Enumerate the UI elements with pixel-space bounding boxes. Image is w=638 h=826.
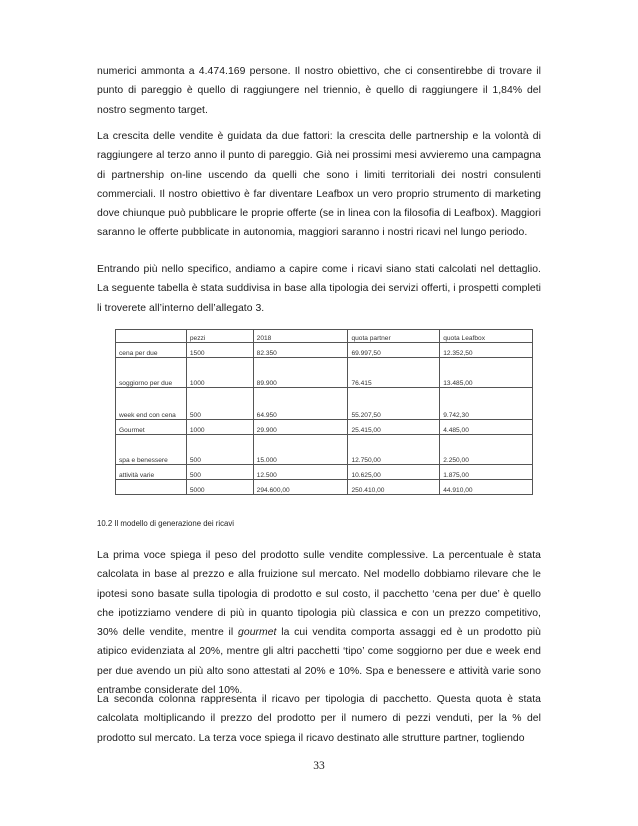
table-cell: 250.410,00 xyxy=(348,480,440,495)
table-row xyxy=(116,358,533,388)
paragraph-revenue-detail: Entrando più nello specifico, andiamo a capire come i ricavi siano stati calcolati nel dettaglio. La seguente tabella è stata suddivisa in base alla tipologia dei servizi offerti, i prospetti completi li troverete all’interno dell’allegato 3. xyxy=(97,264,541,314)
table-cell: 5000 xyxy=(186,480,253,495)
table-cell: soggiorno per due xyxy=(116,358,187,388)
table-cell: 64.950 xyxy=(253,388,348,420)
table-row xyxy=(116,465,533,480)
table-cell: Gourmet xyxy=(116,420,187,435)
table-cell: 1000 xyxy=(186,420,253,435)
table-cell: 82.350 xyxy=(253,343,348,358)
table-cell: 29.900 xyxy=(253,420,348,435)
table-header-cell: quota Leafbox xyxy=(440,330,533,343)
table-cell: 500 xyxy=(186,388,253,420)
table-cell xyxy=(116,480,187,495)
table-cell: 4.485,00 xyxy=(440,420,533,435)
table-cell: 12.750,00 xyxy=(348,435,440,465)
table-cell: 294.600,00 xyxy=(253,480,348,495)
paragraph-target-segment: numerici ammonta a 4.474.169 persone. Il nostro obiettivo, che ci consentirebbe di trovare il punto di pareggio è quello di raggiungere nel triennio, è quello di raggiungere il 1,84% del nostro segmento target. xyxy=(97,66,541,116)
paragraph-second-column: La seconda colonna rappresenta il ricavo per tipologia di pacchetto. Questa quota è stata calcolata moltiplicando il prezzo del prodotto per il numero di pezzi venduti, per la % del prodotto sul mercato. La terza voce spiega il ricavo destinato alle strutture partner, togliendo xyxy=(97,694,541,744)
section-caption: 10.2 Il modello di generazione dei ricavi xyxy=(97,519,234,528)
table-cell: 55.207,50 xyxy=(348,388,440,420)
table-header-row xyxy=(116,330,533,343)
table-header-cell xyxy=(116,330,187,343)
paragraph-first-item xyxy=(97,546,541,700)
table-cell: 76.415 xyxy=(348,358,440,388)
table-cell: 69.997,50 xyxy=(348,343,440,358)
table-cell: 12.500 xyxy=(253,465,348,480)
table-cell: week end con cena xyxy=(116,388,187,420)
table-cell: 15.000 xyxy=(253,435,348,465)
page-number: 33 xyxy=(313,760,325,772)
paragraph-text: La prima voce spiega il peso del prodotto sulle vendite complessive. La percentuale è stata calcolata in base al prezzo e alla fruizione sul mercato. Nel modello dobbiamo rilevare che le ipotesi sono basate sulla tipologia di prodotto e sul costo, il pacchetto ‘cena per due’ è quello che ipotizziamo vendere di più in quanto tipologia più classica e con un prezzo competitivo, 30% delle vendite, mentre il xyxy=(97,550,541,639)
table-header-cell: quota partner xyxy=(348,330,440,343)
table-cell: 500 xyxy=(186,435,253,465)
table-cell: 10.625,00 xyxy=(348,465,440,480)
table-cell: cena per due xyxy=(116,343,187,358)
table-cell: 1.875,00 xyxy=(440,465,533,480)
table-cell: attività varie xyxy=(116,465,187,480)
table-row xyxy=(116,343,533,358)
table-cell: 1000 xyxy=(186,358,253,388)
table-cell: spa e benessere xyxy=(116,435,187,465)
emphasis-gourmet: gourmet xyxy=(238,627,277,639)
table-cell: 2.250,00 xyxy=(440,435,533,465)
table-row xyxy=(116,388,533,420)
table-cell: 25.415,00 xyxy=(348,420,440,435)
table-cell: 89.900 xyxy=(253,358,348,388)
table-cell: 44.910,00 xyxy=(440,480,533,495)
table-cell: 500 xyxy=(186,465,253,480)
table-row xyxy=(116,420,533,435)
table-header-cell: pezzi xyxy=(186,330,253,343)
table-row xyxy=(116,435,533,465)
revenue-table xyxy=(115,329,533,495)
table-cell: 1500 xyxy=(186,343,253,358)
table-cell: 13.485,00 xyxy=(440,358,533,388)
paragraph-sales-growth: La crescita delle vendite è guidata da due fattori: la crescita delle partnership e la volontà di raggiungere al terzo anno il punto di pareggio. Già nei prossimi mesi avvieremo una campagna di partnership on-line uscendo da quelli che sono i limiti territoriali dei nostri consulenti commerciali. Il nostro obiettivo è far diventare Leafbox un vero proprio strumento di marketing dove chiunque può pubblicare le proprie offerte (se in linea con la filosofia di Leafbox). Maggiori saranno le offerte pubblicate in autonomia, maggiori saranno i nostri ricavi nel lungo periodo. xyxy=(97,131,541,239)
table-total-row xyxy=(116,480,533,495)
table-cell: 12.352,50 xyxy=(440,343,533,358)
table-header-cell: 2018 xyxy=(253,330,348,343)
table-cell: 9.742,30 xyxy=(440,388,533,420)
paragraph-text: la cui vendita comporta assaggi ed è un prodotto più atipico evidenziata al 20%, mentre gli altri pacchetti ‘tipo’ come soggiorno per due e week end per due avendo un più alto sono attestati al 20% e 10%. Spa e benessere e attività varie sono entrambe considerate del 10%. xyxy=(97,627,541,697)
